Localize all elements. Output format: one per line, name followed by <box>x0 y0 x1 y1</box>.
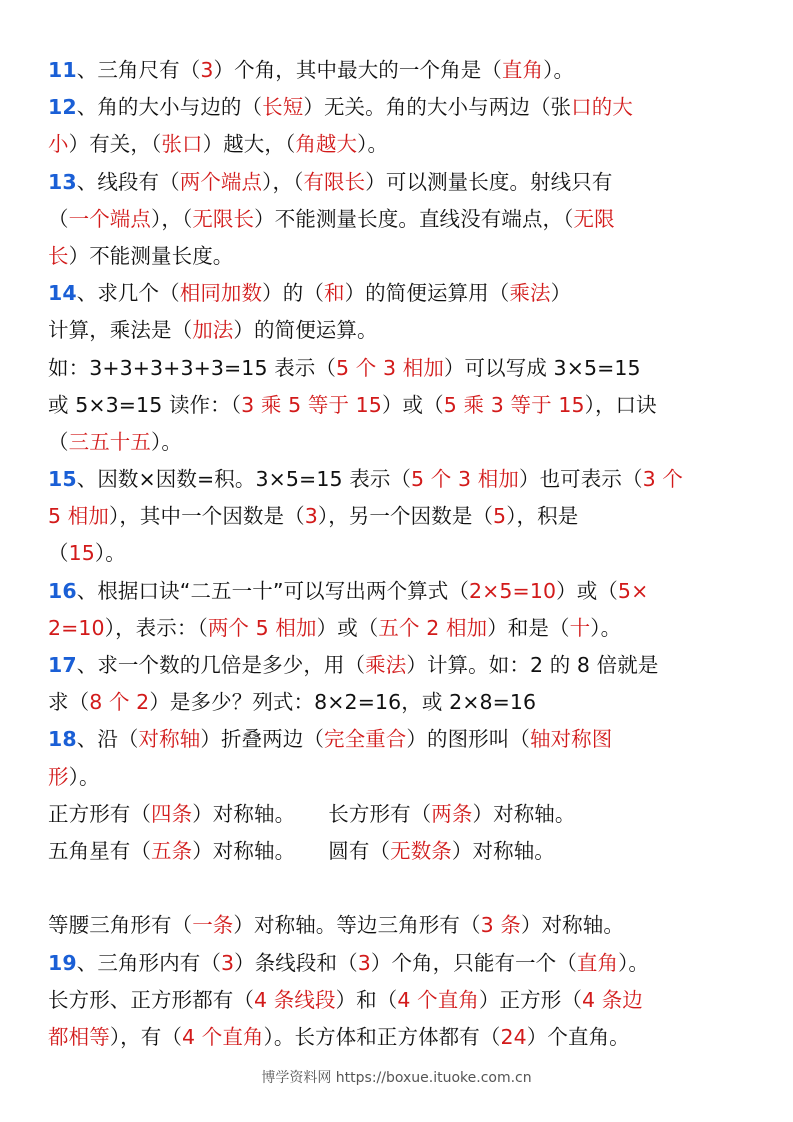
body-text: ）不能测量长度。直线没有端点，（ <box>254 206 574 231</box>
body-text: ）或（ <box>316 615 379 640</box>
text-line <box>48 535 773 572</box>
answer-text: 3 个 <box>642 467 683 492</box>
text-line <box>48 350 773 387</box>
answer-text: 轴对称图 <box>529 727 613 752</box>
body-text: 或 5×3=15 读作：（ <box>48 392 242 417</box>
body-text: ）计算。如：2 的 8 倍就是 <box>406 653 659 677</box>
body-text: 五角星有（ <box>48 838 151 863</box>
answer-text: 乘法 <box>365 653 407 677</box>
answer-text: 小 <box>48 132 69 157</box>
text-line <box>48 89 773 126</box>
answer-text: 4 个直角 <box>397 987 479 1012</box>
item-number: 15 <box>48 467 77 492</box>
body-text: ）可以写成 3×5=15 <box>443 355 641 380</box>
body-text: ）对称轴。等边三角形有（ <box>233 913 481 938</box>
body-text: 长方形、正方形都有（ <box>48 987 254 1012</box>
answer-text: 直角 <box>501 58 544 82</box>
answer-text: 无限长 <box>192 206 255 231</box>
body-text: 、根据口诀“二五一十”可以写出两个算式（ <box>76 578 469 603</box>
body-text: ），（ <box>262 169 304 194</box>
body-text: ），另一个因数是（ <box>317 504 494 529</box>
answer-text: 5 个 3 相加 <box>336 355 444 380</box>
item-number: 17 <box>48 653 77 677</box>
text-line <box>48 498 773 535</box>
text-line <box>48 201 773 238</box>
answer-text: 4 条边 <box>581 987 643 1012</box>
body-text: ）不能测量长度。 <box>68 243 234 268</box>
body-text: 计算，乘法是（ <box>48 318 193 343</box>
blank-line <box>48 870 773 907</box>
body-text: ）对称轴。 <box>472 801 576 826</box>
body-text: ）是多少？列式：8×2=16，或 2×8=16 <box>149 690 537 715</box>
body-text: （ <box>48 206 69 231</box>
answer-text: 相同加数 <box>179 281 263 306</box>
text-line <box>48 647 773 684</box>
body-text: 等腰三角形有（ <box>48 913 193 938</box>
body-text: 求（ <box>48 690 90 715</box>
item-number: 14 <box>48 281 77 306</box>
body-text: 、因数×因数=积。3×5=15 表示（ <box>76 467 412 492</box>
body-text: ）。长方体和正方体都有（ <box>263 1024 501 1049</box>
item-number: 16 <box>48 578 77 603</box>
answer-text: 加法 <box>192 318 234 343</box>
text-line <box>48 684 773 721</box>
answer-text: 对称轴 <box>138 727 201 752</box>
body-text: 、沿（ <box>76 727 139 752</box>
body-text: ），积是 <box>506 504 579 529</box>
answer-text: 5× <box>617 578 649 603</box>
answer-text: 长短 <box>262 95 304 120</box>
body-text: 、求一个数的几倍是多少，用（ <box>76 653 366 677</box>
text-line <box>48 833 773 870</box>
body-text: 、线段有（ <box>76 169 180 194</box>
body-text: ）个直角。 <box>526 1024 630 1049</box>
text-line <box>48 945 773 982</box>
answer-text: 2×5=10 <box>468 578 557 603</box>
answer-text: 5 乘 3 等于 15 <box>443 392 585 417</box>
body-text: ）。 <box>543 58 575 82</box>
text-line <box>48 907 773 944</box>
answer-text: 两个 5 相加 <box>207 615 317 640</box>
answer-text: 15 <box>68 541 95 566</box>
item-number: 11 <box>48 58 77 82</box>
text-line <box>48 238 773 275</box>
body-text: ）。 <box>357 132 389 157</box>
body-text: ）正方形（ <box>478 987 582 1012</box>
answer-text: 无限 <box>573 206 615 231</box>
text-line <box>48 312 773 349</box>
body-text: ）的（ <box>262 281 324 306</box>
text-line <box>48 164 773 201</box>
text-line <box>48 721 773 758</box>
text-line <box>48 573 773 610</box>
body-text: 、求几个（ <box>76 281 180 306</box>
answer-text: 乘法 <box>509 281 551 306</box>
answer-text: 角越大 <box>295 132 358 157</box>
body-text: ）个角，其中最大的一个角是（ <box>213 58 502 82</box>
body-text: 正方形有（ <box>48 801 151 826</box>
answer-text: 24 <box>500 1024 527 1049</box>
body-text: ）的简便运算用（ <box>344 281 510 306</box>
answer-text: 和 <box>323 281 345 306</box>
item-number: 12 <box>48 95 77 120</box>
answer-text: 直角 <box>576 950 619 975</box>
answer-text: 5 相加 <box>48 504 109 529</box>
body-text: ）或（ <box>556 578 618 603</box>
body-text: ）越大，（ <box>202 132 296 157</box>
body-text: ）对称轴。 圆有（ <box>192 838 391 863</box>
body-text: ）条线段和（ <box>234 950 358 975</box>
body-text: ）的图形叫（ <box>406 727 530 752</box>
answer-text: 4 条线段 <box>254 987 336 1012</box>
answer-text: 5 <box>493 504 507 529</box>
answer-text: 两个端点 <box>179 169 263 194</box>
body-text: ）折叠两边（ <box>200 727 324 752</box>
text-line <box>48 275 773 312</box>
item-number: 18 <box>48 727 77 752</box>
answer-text: 4 个直角 <box>181 1024 264 1049</box>
body-text: ）和是（ <box>487 615 570 640</box>
body-text: （ <box>48 541 69 566</box>
body-text: 、角的大小与边的（ <box>76 95 263 120</box>
answer-text: 一个端点 <box>68 206 152 231</box>
answer-text: 3 条 <box>480 913 521 938</box>
body-text: ）。 <box>94 541 126 566</box>
body-text: ）的简便运算。 <box>233 318 378 343</box>
body-text: ）。 <box>618 950 650 975</box>
body-text: （ <box>48 429 69 454</box>
body-text: ）对称轴。 <box>520 913 624 938</box>
answer-text: 四条 <box>151 801 193 826</box>
text-line <box>48 610 773 647</box>
body-text: ）对称轴。 <box>451 838 555 863</box>
body-text: ），其中一个因数是（ <box>108 504 305 529</box>
text-line <box>48 1019 773 1056</box>
body-text: ），口诀 <box>584 392 657 417</box>
body-text: ）也可表示（ <box>518 467 643 492</box>
answer-text: 3 <box>200 58 214 82</box>
answer-text: 3 乘 5 等于 15 <box>241 392 382 417</box>
answer-text: 两条 <box>431 801 473 826</box>
body-text: ），表示：（ <box>104 615 208 640</box>
text-line <box>48 759 773 796</box>
answer-text: 长 <box>48 243 69 268</box>
body-text: ）个角，只能有一个（ <box>370 950 577 975</box>
content-lines <box>48 52 773 1056</box>
answer-text: 3 <box>220 950 235 975</box>
answer-text: 口的大 <box>571 95 633 120</box>
body-text: ）。 <box>590 615 622 640</box>
answer-text: 五个 2 相加 <box>378 615 488 640</box>
body-text: ）和（ <box>335 987 398 1012</box>
body-text: 如：3+3+3+3+3=15 表示（ <box>48 355 336 380</box>
answer-text: 3 <box>304 504 318 529</box>
text-line <box>48 424 773 461</box>
footer-watermark: 博学资料网 https://boxue.ituoke.com.cn <box>261 1070 532 1086</box>
body-text: ）对称轴。 长方形有（ <box>192 801 432 826</box>
body-text: ）。 <box>151 429 182 454</box>
answer-text: 张口 <box>161 132 203 157</box>
body-text: ）无关。角的大小与两边（张 <box>303 95 572 120</box>
answer-text: 5 个 3 相加 <box>411 467 519 492</box>
text-line <box>48 461 773 498</box>
text-line <box>48 387 773 424</box>
answer-text: 一条 <box>192 913 234 938</box>
answer-text: 形 <box>48 764 69 789</box>
answer-text: 十 <box>569 615 591 640</box>
answer-text: 有限长 <box>303 169 366 194</box>
body-text: ）或（ <box>381 392 444 417</box>
body-text: ）可以测量长度。射线只有 <box>365 169 613 194</box>
body-text: 、三角形内有（ <box>76 950 221 975</box>
answer-text: 8 个 2 <box>89 690 150 715</box>
body-text: ），有（ <box>109 1024 182 1049</box>
answer-text: 完全重合 <box>323 727 407 752</box>
text-line <box>48 126 773 163</box>
body-text: ）。 <box>68 764 100 789</box>
answer-text: 五条 <box>151 838 193 863</box>
answer-text: 三五十五 <box>68 429 152 454</box>
answer-text: 都相等 <box>48 1024 110 1049</box>
item-number: 13 <box>48 169 77 194</box>
body-text: ） <box>550 281 572 306</box>
text-line <box>48 796 773 833</box>
text-line <box>48 52 773 89</box>
body-text: 、三角尺有（ <box>76 58 201 82</box>
answer-text: 3 <box>357 950 371 975</box>
answer-text: 无数条 <box>390 838 452 863</box>
body-text: ），（ <box>151 206 193 231</box>
body-text: ）有关，（ <box>68 132 162 157</box>
item-number: 19 <box>48 950 77 975</box>
text-line <box>48 982 773 1019</box>
answer-text: 2=10 <box>48 615 105 640</box>
